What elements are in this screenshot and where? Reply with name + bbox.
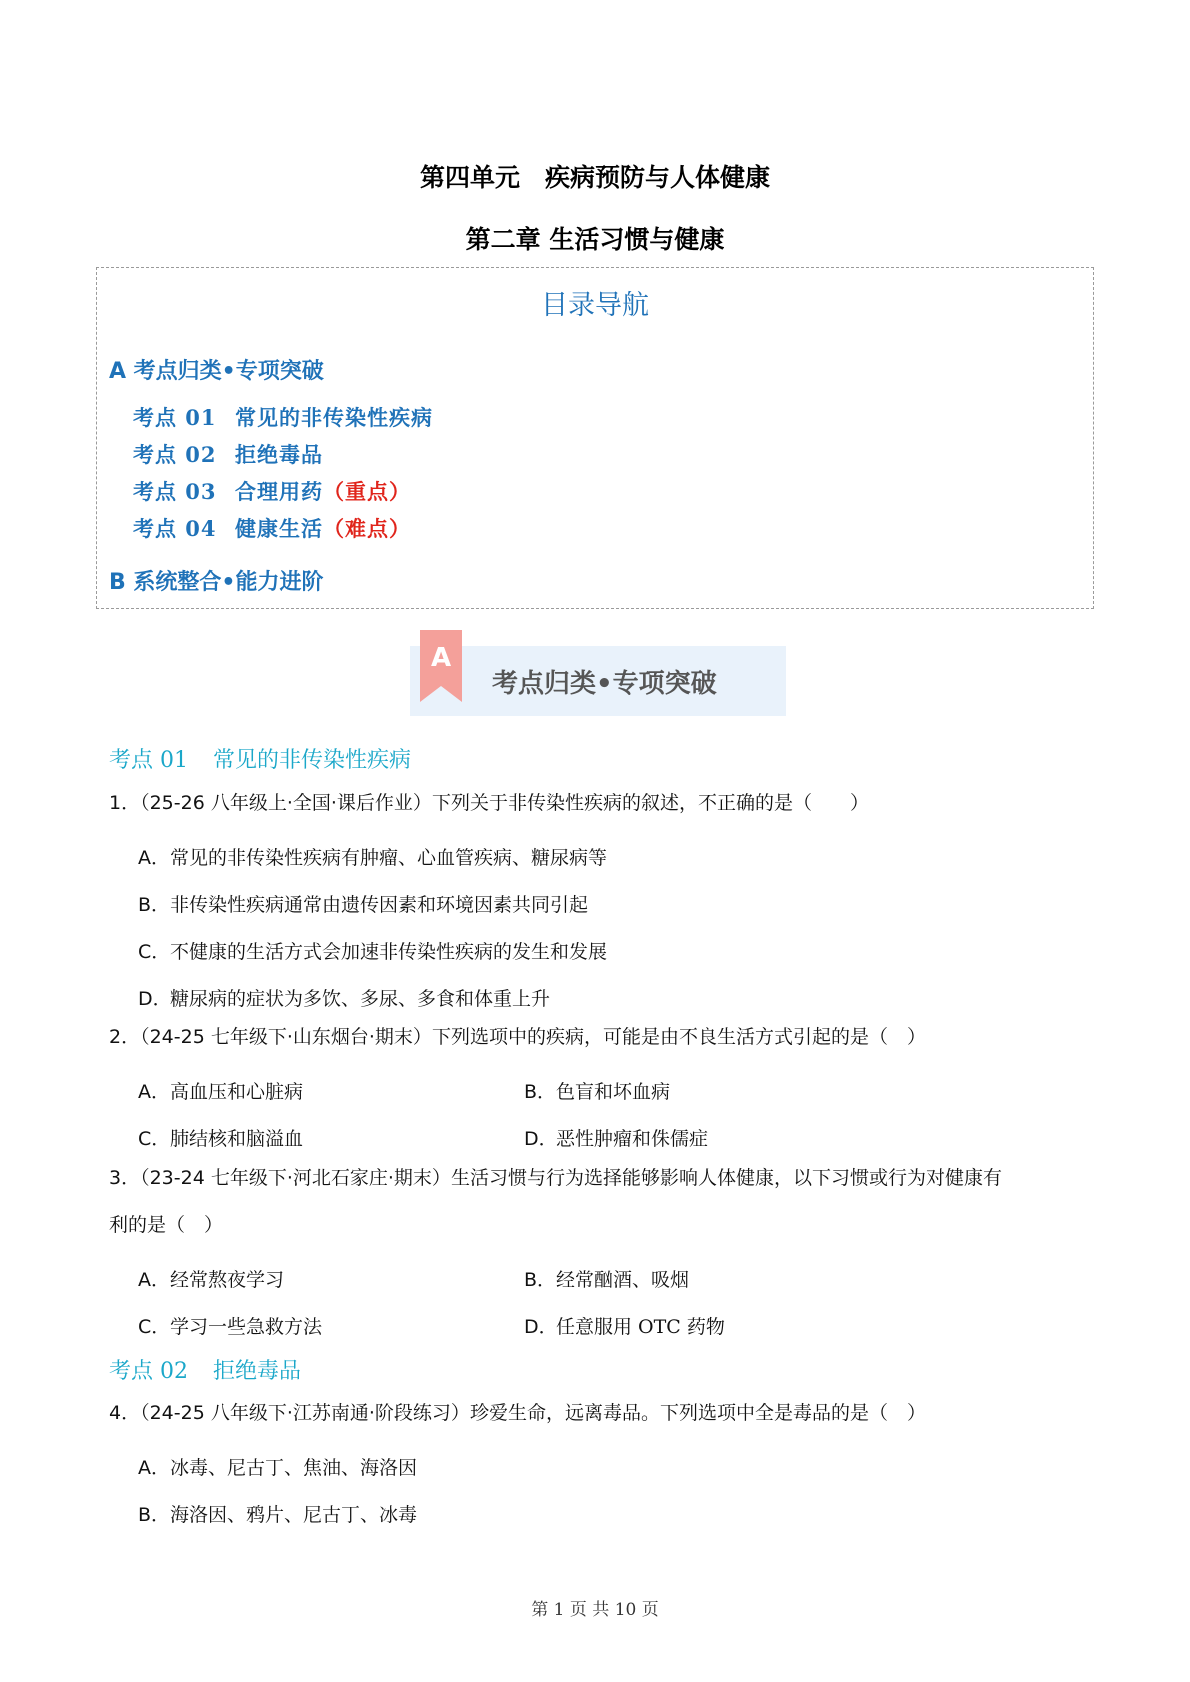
- option-1c[interactable]: [138, 937, 607, 964]
- option-text: 肺结核和脑溢血: [170, 1128, 304, 1150]
- banner-letter: A: [430, 643, 452, 673]
- question-source: （23-24 七年级下·河北石家庄·期末）: [140, 1167, 451, 1189]
- ribbon-icon: [420, 630, 462, 702]
- kaodian-num: 考点 02: [109, 1359, 188, 1384]
- option-text: 海洛因、鸦片、尼古丁、冰毒: [170, 1504, 418, 1526]
- toc-item-label: 健康生活: [235, 516, 323, 541]
- option-text: 常见的非传染性疾病有肿瘤、心血管疾病、糖尿病等: [170, 847, 608, 869]
- toc-title: 目录导航: [541, 290, 649, 321]
- option-1a[interactable]: [138, 843, 607, 870]
- question-3: [109, 1155, 1002, 1202]
- question-3-continuation: 利的是（ ）: [109, 1214, 224, 1236]
- question-source: （24-25 八年级下·江苏南通·阶段练习）: [140, 1402, 470, 1424]
- question-number: 2．: [109, 1026, 141, 1048]
- option-text: 冰毒、尼古丁、焦油、海洛因: [170, 1457, 418, 1479]
- question-1: [109, 780, 869, 827]
- option-text: 糖尿病的症状为多饮、多尿、多食和体重上升: [170, 988, 551, 1010]
- option-text: 非传染性疾病通常由遗传因素和环境因素共同引起: [170, 894, 589, 916]
- option-3b[interactable]: [524, 1265, 689, 1292]
- kaodian-num: 考点 01: [109, 748, 188, 773]
- toc-item-label: 常见的非传染性疾病: [235, 405, 433, 430]
- question-stem: 下列选项中的疾病，可能是由不良生活方式引起的是（ ）: [431, 1026, 926, 1048]
- option-letter: C．: [138, 1316, 171, 1338]
- option-1d[interactable]: [138, 984, 550, 1011]
- option-letter: B．: [524, 1269, 557, 1291]
- question-number: 1．: [109, 792, 141, 814]
- question-stem: 下列关于非传染性疾病的叙述，不正确的是（ ）: [431, 792, 869, 814]
- option-2b[interactable]: [524, 1077, 670, 1104]
- option-3c[interactable]: [138, 1312, 322, 1339]
- option-letter: B．: [138, 1504, 171, 1526]
- question-4: [109, 1390, 926, 1437]
- toc-item-label: 合理用药: [235, 479, 323, 504]
- question-number: 4．: [109, 1402, 141, 1424]
- option-2c[interactable]: [138, 1124, 303, 1151]
- toc-item-tag-important: （重点）: [323, 479, 411, 504]
- option-1b[interactable]: [138, 890, 588, 917]
- option-letter: D．: [524, 1316, 558, 1338]
- toc-item-label: 拒绝毒品: [235, 442, 323, 467]
- toc-section-a[interactable]: A 考点归类•专项突破: [109, 359, 324, 384]
- question-2: [109, 1014, 926, 1061]
- option-letter: C．: [138, 941, 171, 963]
- toc-item-num: 考点 03: [133, 479, 217, 504]
- option-text: 色盲和坏血病: [556, 1081, 671, 1103]
- option-text: 学习一些急救方法: [170, 1316, 323, 1338]
- banner-title: 考点归类•专项突破: [492, 669, 717, 699]
- option-text: 经常酗酒、吸烟: [556, 1269, 690, 1291]
- option-letter: A．: [138, 1081, 170, 1103]
- question-stem: 珍爱生命，远离毒品。下列选项中全是毒品的是（ ）: [469, 1402, 926, 1424]
- option-2a[interactable]: [138, 1077, 303, 1104]
- kaodian-heading-1: [109, 743, 411, 774]
- toc-item-3[interactable]: [133, 476, 411, 506]
- option-letter: A．: [138, 1457, 170, 1479]
- option-2d[interactable]: [524, 1124, 708, 1151]
- toc-item-tag-difficult: （难点）: [323, 516, 411, 541]
- toc-section-b[interactable]: B 系统整合•能力进阶: [109, 570, 324, 595]
- toc-item-2[interactable]: [133, 439, 323, 469]
- option-4a[interactable]: [138, 1453, 417, 1480]
- toc-item-num: 考点 01: [133, 405, 217, 430]
- toc-item-4[interactable]: [133, 513, 411, 543]
- toc-item-num: 考点 02: [133, 442, 217, 467]
- kaodian-heading-2: [109, 1354, 301, 1385]
- question-source: （25-26 八年级上·全国·课后作业）: [140, 792, 432, 814]
- option-text: 恶性肿瘤和侏儒症: [556, 1128, 709, 1150]
- option-text: 经常熬夜学习: [170, 1269, 285, 1291]
- unit-title: 第四单元 疾病预防与人体健康: [419, 163, 770, 192]
- option-letter: B．: [524, 1081, 557, 1103]
- option-4b[interactable]: [138, 1500, 417, 1527]
- option-3d[interactable]: [524, 1312, 725, 1339]
- option-letter: A．: [138, 1269, 170, 1291]
- question-stem: 生活习惯与行为选择能够影响人体健康，以下习惯或行为对健康有: [450, 1167, 1002, 1189]
- kaodian-label: 常见的非传染性疾病: [213, 748, 412, 773]
- kaodian-label: 拒绝毒品: [213, 1359, 302, 1384]
- option-letter: D．: [138, 988, 172, 1010]
- option-letter: B．: [138, 894, 171, 916]
- option-text: 高血压和心脏病: [170, 1081, 304, 1103]
- page-footer: 第 1 页 共 10 页: [531, 1600, 659, 1620]
- option-letter: C．: [138, 1128, 171, 1150]
- option-text: 不健康的生活方式会加速非传染性疾病的发生和发展: [170, 941, 608, 963]
- option-letter: A．: [138, 847, 170, 869]
- option-text: 任意服用 OTC 药物: [556, 1316, 725, 1338]
- toc-item-num: 考点 04: [133, 516, 217, 541]
- chapter-title: 第二章 生活习惯与健康: [465, 225, 725, 254]
- toc-item-1[interactable]: [133, 402, 433, 432]
- question-number: 3．: [109, 1167, 141, 1189]
- option-3a[interactable]: [138, 1265, 284, 1292]
- option-letter: D．: [524, 1128, 558, 1150]
- question-source: （24-25 七年级下·山东烟台·期末）: [140, 1026, 432, 1048]
